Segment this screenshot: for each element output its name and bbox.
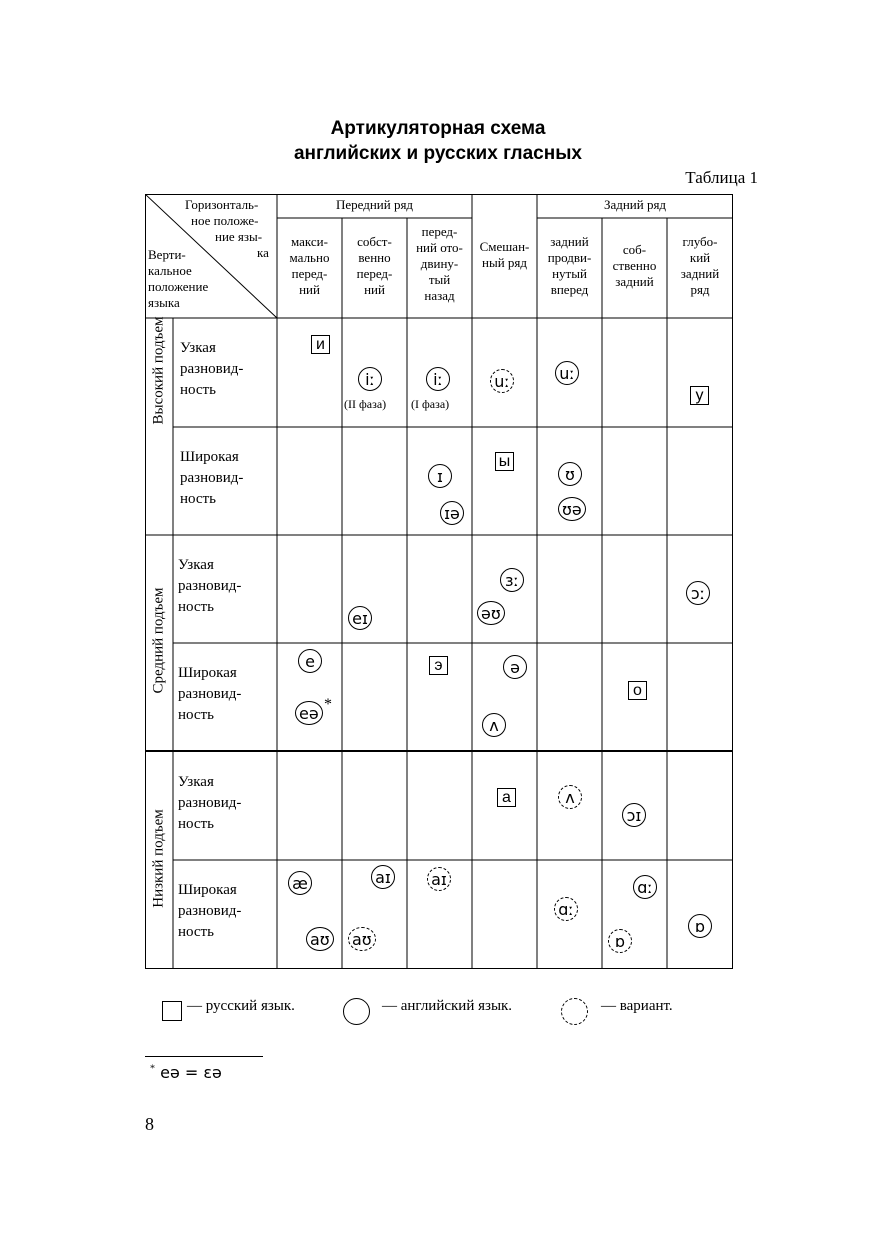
page-number: 8: [145, 1114, 154, 1134]
symbol-variant-ai: aɪ: [427, 867, 451, 891]
symbol-english-aa: ɑː: [633, 875, 657, 899]
column-header-6: глубо- кий задний ряд: [680, 234, 720, 297]
symbol-english-schwa: ə: [503, 655, 527, 679]
symbol-english-au: aʊ: [306, 927, 334, 951]
symbol-english-ei: eɪ: [348, 606, 372, 630]
legend-english: — английский язык.: [382, 998, 513, 1014]
back-row-header: Задний ряд: [603, 197, 667, 212]
symbol-russian-a: а: [497, 788, 516, 807]
symbol-english-short-o: ɒ: [688, 914, 712, 938]
title-line-1: Артикуляторная схема: [330, 118, 546, 139]
title-line-2: английских и русских гласных: [293, 143, 582, 164]
group-label-mid: Средний подъем: [150, 587, 167, 694]
symbol-english-ii-phase1: iː: [426, 367, 450, 391]
legend-variant: — вариант.: [601, 998, 673, 1014]
corner-vertical-line-2: кальное: [148, 263, 192, 278]
front-row-header: Передний ряд: [335, 197, 414, 212]
symbol-variant-au: aʊ: [348, 927, 376, 951]
corner-vertical-line-1: Верти-: [148, 247, 186, 262]
symbol-english-er: ɜː: [500, 568, 524, 592]
symbol-russian-o: о: [628, 681, 647, 700]
mixed-row-header: Смешан- ный ряд: [479, 239, 530, 270]
symbol-english-ie: ɪə: [440, 501, 464, 525]
symbol-variant-uu: uː: [490, 369, 514, 393]
column-header-5: соб- ственно задний: [612, 242, 657, 289]
phase-ii-label: (II фаза): [344, 397, 387, 411]
symbol-russian-e: э: [429, 656, 448, 675]
group-label-high: Высокий подъем: [150, 316, 167, 425]
symbol-russian-u: у: [690, 386, 709, 405]
phase-i-label: (I фаза): [411, 397, 450, 411]
symbol-english-short-u: ʊ: [558, 462, 582, 486]
symbol-russian-i: и: [311, 335, 330, 354]
table-label: Таблица 1: [685, 168, 758, 187]
vowel-table: [145, 194, 733, 969]
column-header-1: макси- мально перед- ний: [289, 234, 330, 297]
symbol-russian-y: ы: [495, 452, 514, 471]
symbol-english-ue: ʊə: [558, 497, 586, 521]
symbol-english-oi: ɔɪ: [622, 803, 646, 827]
column-header-3: перед- ний ото- двину- тый назад: [416, 224, 463, 303]
legend-russian: — русский язык.: [187, 998, 295, 1014]
symbol-english-e: e: [298, 649, 322, 673]
corner-vertical-line-4: языка: [148, 295, 180, 310]
symbol-english-ea: eə: [295, 701, 323, 725]
subrow-label-2: Широкая разновид- ность: [180, 449, 244, 507]
symbol-english-short-i: ɪ: [428, 464, 452, 488]
corner-horizontal-line-2: ное положе-: [191, 213, 259, 228]
symbol-english-uu: uː: [555, 361, 579, 385]
legend-dashed-circle-icon: [561, 998, 588, 1025]
symbol-english-oo: ɔː: [686, 581, 710, 605]
group-label-low: Низкий подъем: [150, 809, 167, 908]
corner-horizontal-line-4: ка: [257, 245, 269, 260]
symbol-english-ii-phase2: iː: [358, 367, 382, 391]
symbol-english-ou: əʊ: [477, 601, 505, 625]
footnote-star: *: [324, 696, 332, 713]
symbol-variant-aa: ɑː: [554, 897, 578, 921]
column-header-2: собст- венно перед- ний: [356, 234, 393, 297]
corner-horizontal-line-1: Горизонталь-: [185, 197, 259, 212]
symbol-english-wedge: ʌ: [482, 713, 506, 737]
legend-circle-icon: [343, 998, 370, 1025]
corner-horizontal-line-3: ние язы-: [215, 229, 263, 244]
legend-square-icon: [162, 1001, 182, 1021]
symbol-variant-short-o: ɒ: [608, 929, 632, 953]
subrow-label-4: Широкая разновид- ность: [178, 665, 242, 723]
symbol-english-ai: aɪ: [371, 865, 395, 889]
subrow-label-3: Узкая разновид- ность: [178, 557, 242, 615]
column-header-4: задний продви- нутый вперед: [547, 234, 592, 297]
symbol-variant-wedge: ʌ: [558, 785, 582, 809]
subrow-label-6: Широкая разновид- ность: [178, 882, 242, 940]
footnote-divider: [145, 1056, 263, 1057]
symbol-english-ae: æ: [288, 871, 312, 895]
subrow-label-1: Узкая разновид- ность: [180, 340, 244, 398]
corner-vertical-line-3: положение: [148, 279, 209, 294]
footnote: * eə = εə: [150, 1063, 222, 1082]
subrow-label-5: Узкая разновид- ность: [178, 774, 242, 832]
